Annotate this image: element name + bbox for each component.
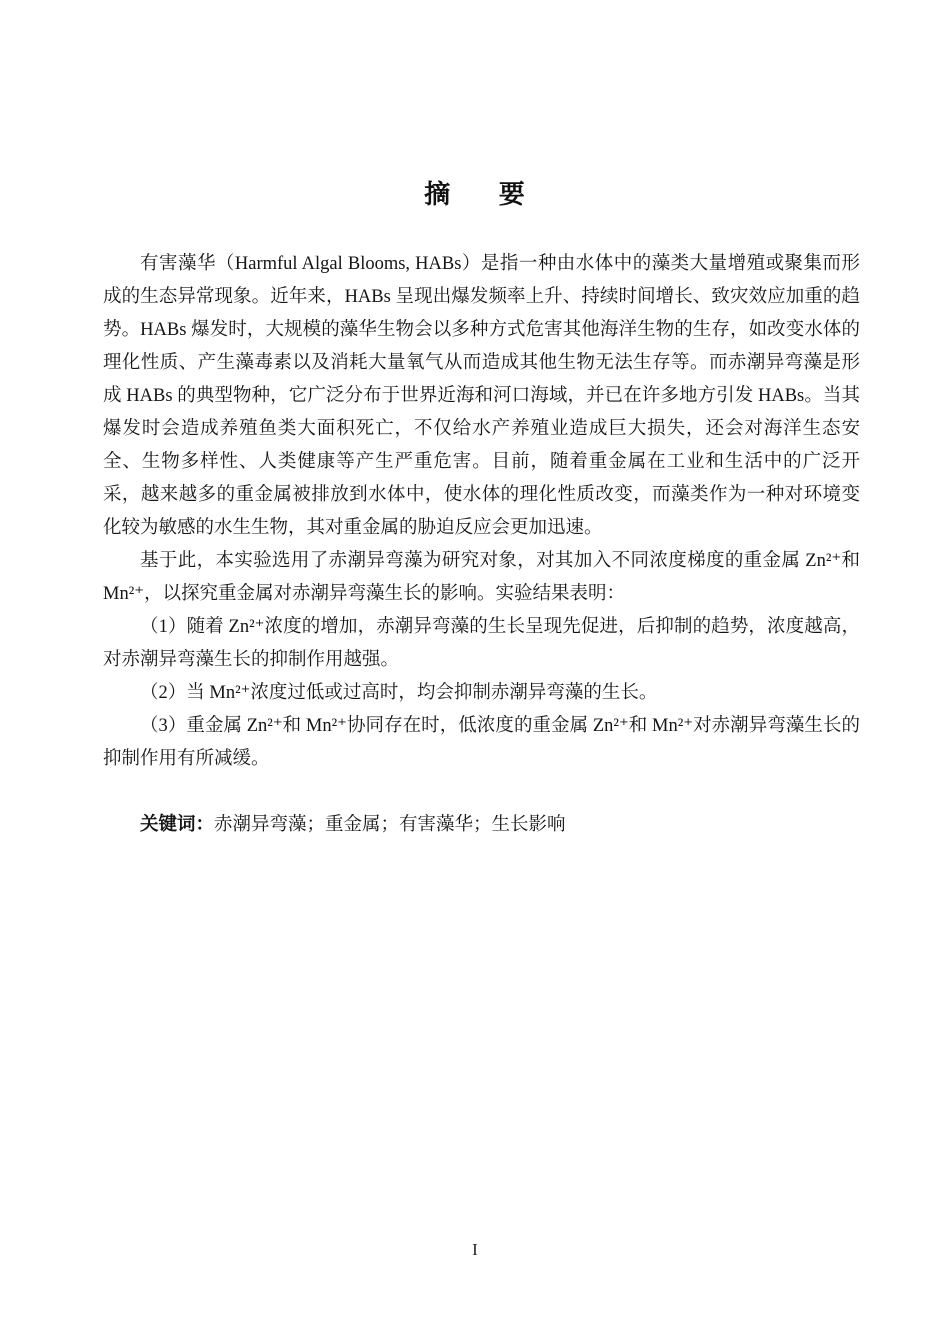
abstract-paragraph-intro: 有害藻华（Harmful Algal Blooms, HABs）是指一种由水体中的藻类大量增殖或聚集而形成的生态异常现象。近年来，HABs 呈现出爆发频率上升、持续时间增长、致灾效应加重的趋势。HABs 爆发时，大规模的藻华生物会以多种方式危害其他海洋生物的生存，如改变水体的理化性质、产生藻毒素以及消耗大量氧气从而造成其他生物无法生存等。而赤潮异弯藻是形成 HABs 的典型物种，它广泛分布于世界近海和河口海域，并已在许多地方引发 HABs。当其爆发时会造成养殖鱼类大面积死亡，不仅给水产养殖业造成巨大损失，还会对海洋生态安全、生物多样性、人类健康等产生严重危害。目前，随着重金属在工业和生活中的广泛开采，越来越多的重金属被排放到水体中，使水体的理化性质改变，而藻类作为一种对环境变化较为敏感的水生生物，其对重金属的胁迫反应会更加迅速。	[103, 254, 860, 538]
keywords-text: 赤潮异弯藻；重金属；有害藻华；生长影响	[214, 815, 566, 835]
abstract-content	[103, 248, 860, 842]
page-number: I	[472, 1240, 478, 1259]
abstract-result-item-3: （3）重金属 Zn²⁺和 Mn²⁺协同存在时，低浓度的重金属 Zn²⁺和 Mn²⁺对赤潮异弯藻生长的抑制作用有所减缓。	[103, 716, 860, 769]
abstract-result-item-2: （2）当 Mn²⁺浓度过低或过高时，均会抑制赤潮异弯藻的生长。	[140, 683, 658, 703]
abstract-result-item-1: （1）随着 Zn²⁺浓度的增加，赤潮异弯藻的生长呈现先促进，后抑制的趋势，浓度越高，对赤潮异弯藻生长的抑制作用越强。	[103, 617, 860, 670]
keywords-label: 关键词：	[140, 815, 215, 835]
abstract-paragraph-experiment: 基于此，本实验选用了赤潮异弯藻为研究对象，对其加入不同浓度梯度的重金属 Zn²⁺和 Mn²⁺，以探究重金属对赤潮异弯藻生长的影响。实验结果表明：	[103, 551, 860, 604]
keywords-line	[103, 809, 860, 842]
page-title: 摘 要	[424, 180, 526, 209]
